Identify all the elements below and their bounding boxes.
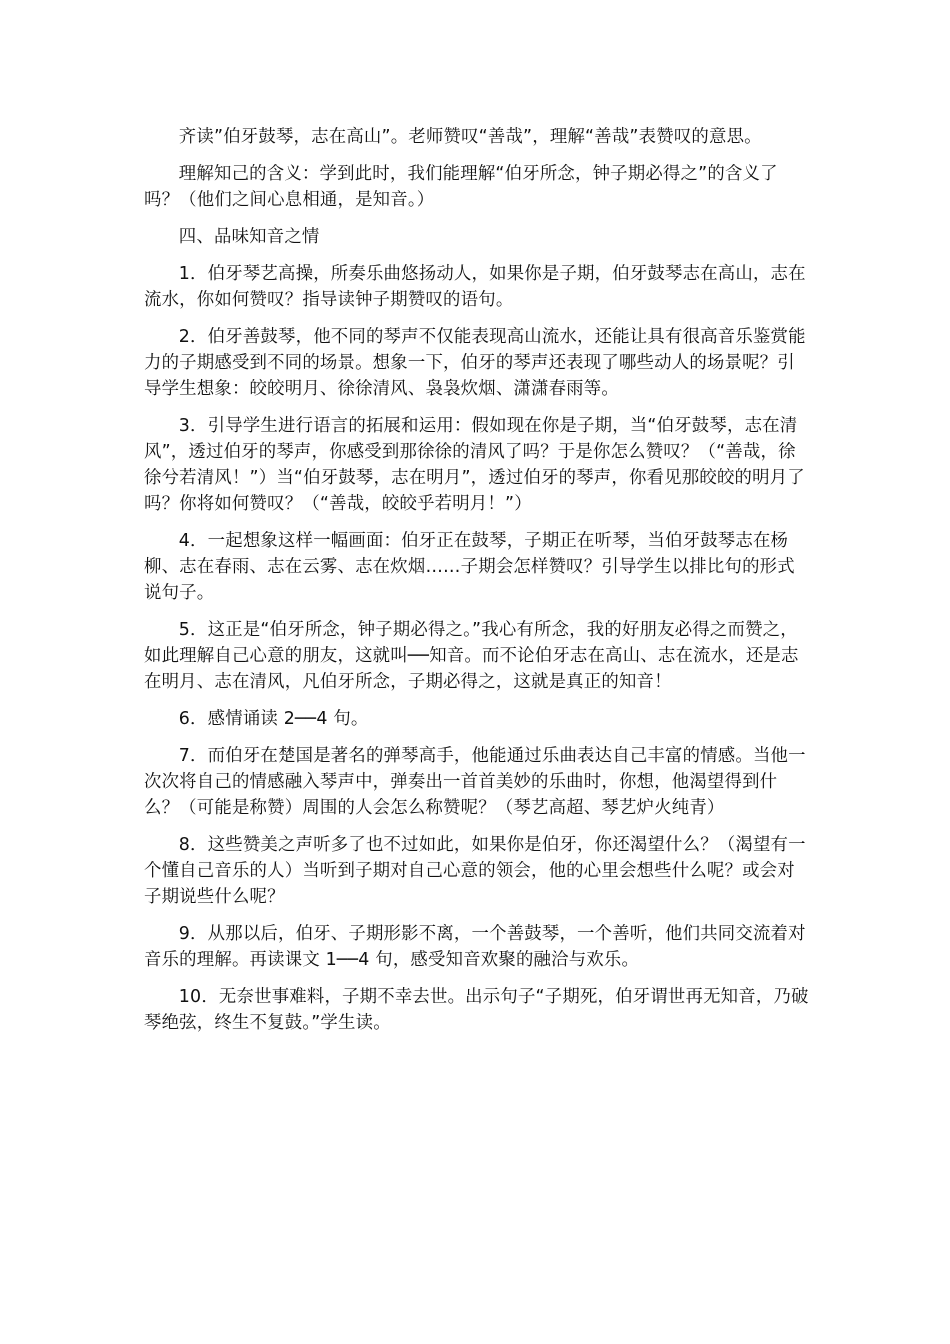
paragraph-item-2: 2．伯牙善鼓琴，他不同的琴声不仅能表现高山流水，还能让具有很高音乐鉴赏能力的子期感受到不同的场景。想象一下，伯牙的琴声还表现了哪些动人的场景呢？引导学生想象：皎皎明月、徐徐清风、袅袅炊烟、潇潇春雨等。 [144, 327, 806, 399]
paragraph-item-5: 5．这正是“伯牙所念，钟子期必得之。”我心有所念，我的好朋友必得之而赞之，如此理解自己心意的朋友，这就叫──知音。而不论伯牙志在高山、志在流水，还是志在明月、志在清风，凡伯牙所念，子期必得之，这就是真正的知音！ [144, 620, 799, 692]
paragraph-reading-gaoshan: 齐读”伯牙鼓琴，志在高山”。老师赞叹“善哉”，理解“善哉”表赞叹的意思。 [178, 127, 762, 147]
paragraph-item-1: 1．伯牙琴艺高操，所奏乐曲悠扬动人，如果你是子期，伯牙鼓琴志在高山，志在流水，你如何赞叹？指导读钟子期赞叹的语句。 [144, 264, 806, 310]
paragraph-item-6: 6．感情诵读 2──4 句。 [178, 709, 369, 729]
section-heading-zhiyin: 四、品味知音之情 [178, 227, 320, 247]
paragraph-item-8: 8．这些赞美之声听多了也不过如此，如果你是伯牙，你还渴望什么？（渴望有一个懂自己音乐的人）当听到子期对自己心意的领会，他的心里会想些什么呢？或会对子期说些什么呢？ [144, 835, 806, 907]
paragraph-item-4: 4．一起想象这样一幅画面：伯牙正在鼓琴，子期正在听琴，当伯牙鼓琴志在杨柳、志在春雨、志在云雾、志在炊烟……子期会怎样赞叹？引导学生以排比句的形式说句子。 [144, 531, 795, 603]
document-page [144, 124, 809, 1047]
paragraph-zhiji-meaning: 理解知己的含义：学到此时，我们能理解“伯牙所念，钟子期必得之”的含义了吗？（他们之间心息相通，是知音。） [144, 164, 778, 210]
paragraph-item-7: 7．而伯牙在楚国是著名的弹琴高手，他能通过乐曲表达自己丰富的情感。当他一次次将自己的情感融入琴声中，弹奏出一首首美妙的乐曲时，你想，他渴望得到什么？（可能是称赞）周围的人会怎么称赞呢？（琴艺高超、琴艺炉火纯青） [144, 746, 806, 818]
paragraph-item-10: 10．无奈世事难料，子期不幸去世。出示句子“子期死，伯牙谓世再无知音，乃破琴绝弦，终生不复鼓。”学生读。 [144, 987, 809, 1033]
paragraph-item-9: 9．从那以后，伯牙、子期形影不离，一个善鼓琴，一个善听，他们共同交流着对音乐的理解。再读课文 1──4 句，感受知音欢聚的融洽与欢乐。 [144, 924, 806, 970]
paragraph-item-3: 3．引导学生进行语言的拓展和运用：假如现在你是子期，当“伯牙鼓琴，志在清风”，透过伯牙的琴声，你感受到那徐徐的清风了吗？于是你怎么赞叹？（“善哉，徐徐兮若清风！”）当“伯牙鼓琴，志在明月”，透过伯牙的琴声，你看见那皎皎的明月了吗？你将如何赞叹？（“善哉，皎皎乎若明月！”） [144, 416, 805, 514]
